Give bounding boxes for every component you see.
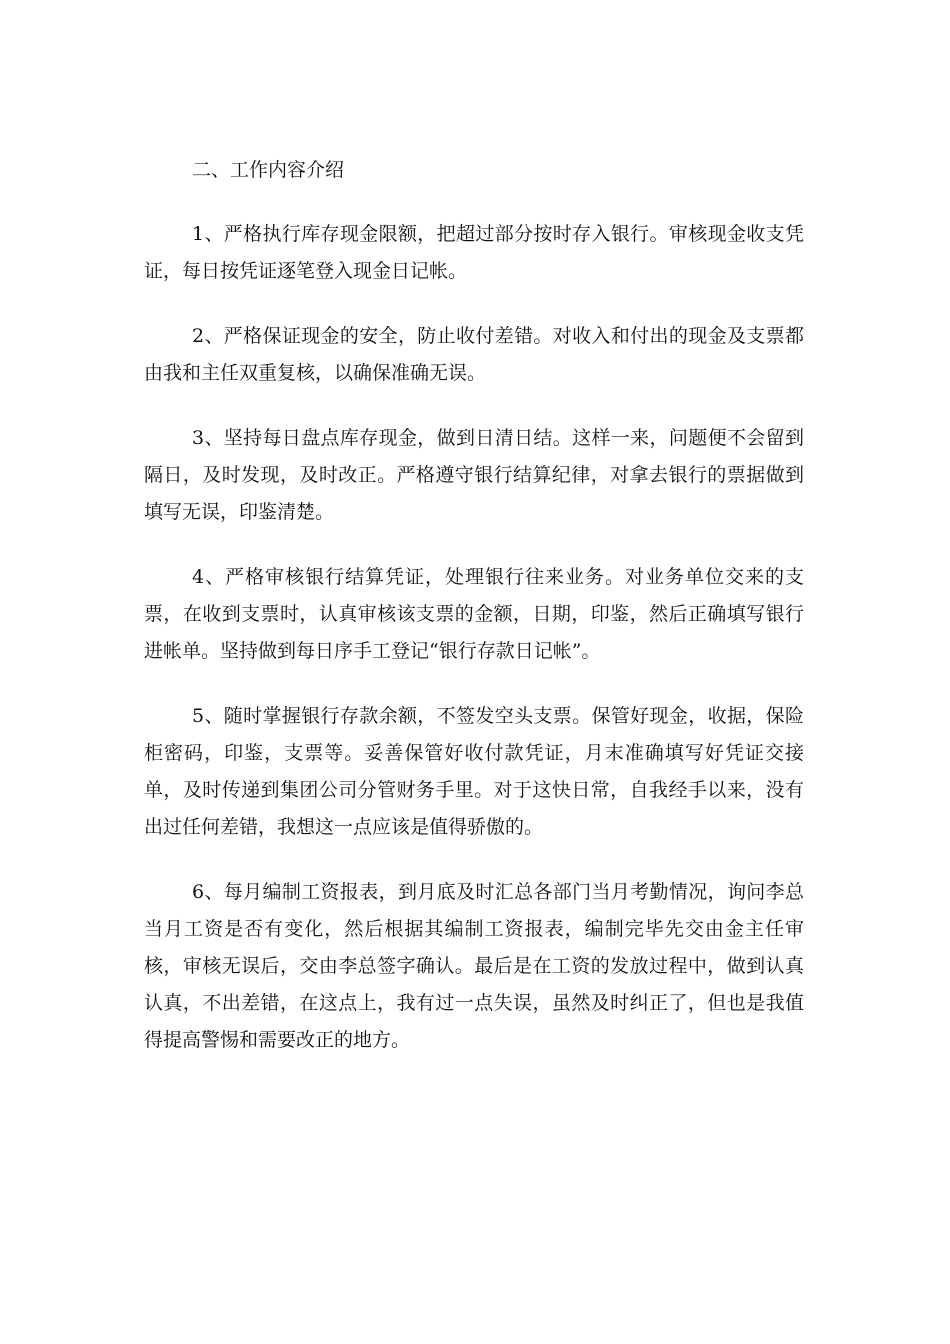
section-heading: 二、工作内容介绍 — [192, 159, 345, 181]
paragraph-5: 5、随时掌握银行存款余额，不签发空头支票。保管好现金，收据，保险柜密码，印鉴，支票等。妥善保管好收付款凭证，月末准确填写好凭证交接单，及时传递到集团公司分管财务手里。对于这快日常，自我经手以来，没有出过任何差错，我想这一点应该是值得骄傲的。 — [144, 705, 804, 838]
paragraph-2: 2、严格保证现金的安全，防止收付差错。对收入和付出的现金及支票都由我和主任双重复核，以确保准确无误。 — [144, 325, 804, 384]
document-page — [144, 150, 804, 1059]
paragraph-1: 1、严格执行库存现金限额，把超过部分按时存入银行。审核现金收支凭证，每日按凭证逐笔登入现金日记帐。 — [144, 223, 804, 282]
paragraph-3: 3、坚持每日盘点库存现金，做到日清日结。这样一来，问题便不会留到隔日，及时发现，及时改正。严格遵守银行结算纪律，对拿去银行的票据做到填写无误，印鉴清楚。 — [144, 427, 804, 523]
paragraph-4: 4、严格审核银行结算凭证，处理银行往来业务。对业务单位交来的支票，在收到支票时，认真审核该支票的金额，日期，印鉴，然后正确填写银行进帐单。坚持做到每日序手工登记“银行存款日记帐”。 — [144, 566, 804, 662]
paragraph-6: 6、每月编制工资报表，到月底及时汇总各部门当月考勤情况，询问李总当月工资是否有变化，然后根据其编制工资报表，编制完毕先交由金主任审核，审核无误后，交由李总签字确认。最后是在工资的发放过程中，做到认真认真，不出差错，在这点上，我有过一点失误，虽然及时纠正了，但也是我值得提高警惕和需要改正的地方。 — [144, 881, 804, 1051]
